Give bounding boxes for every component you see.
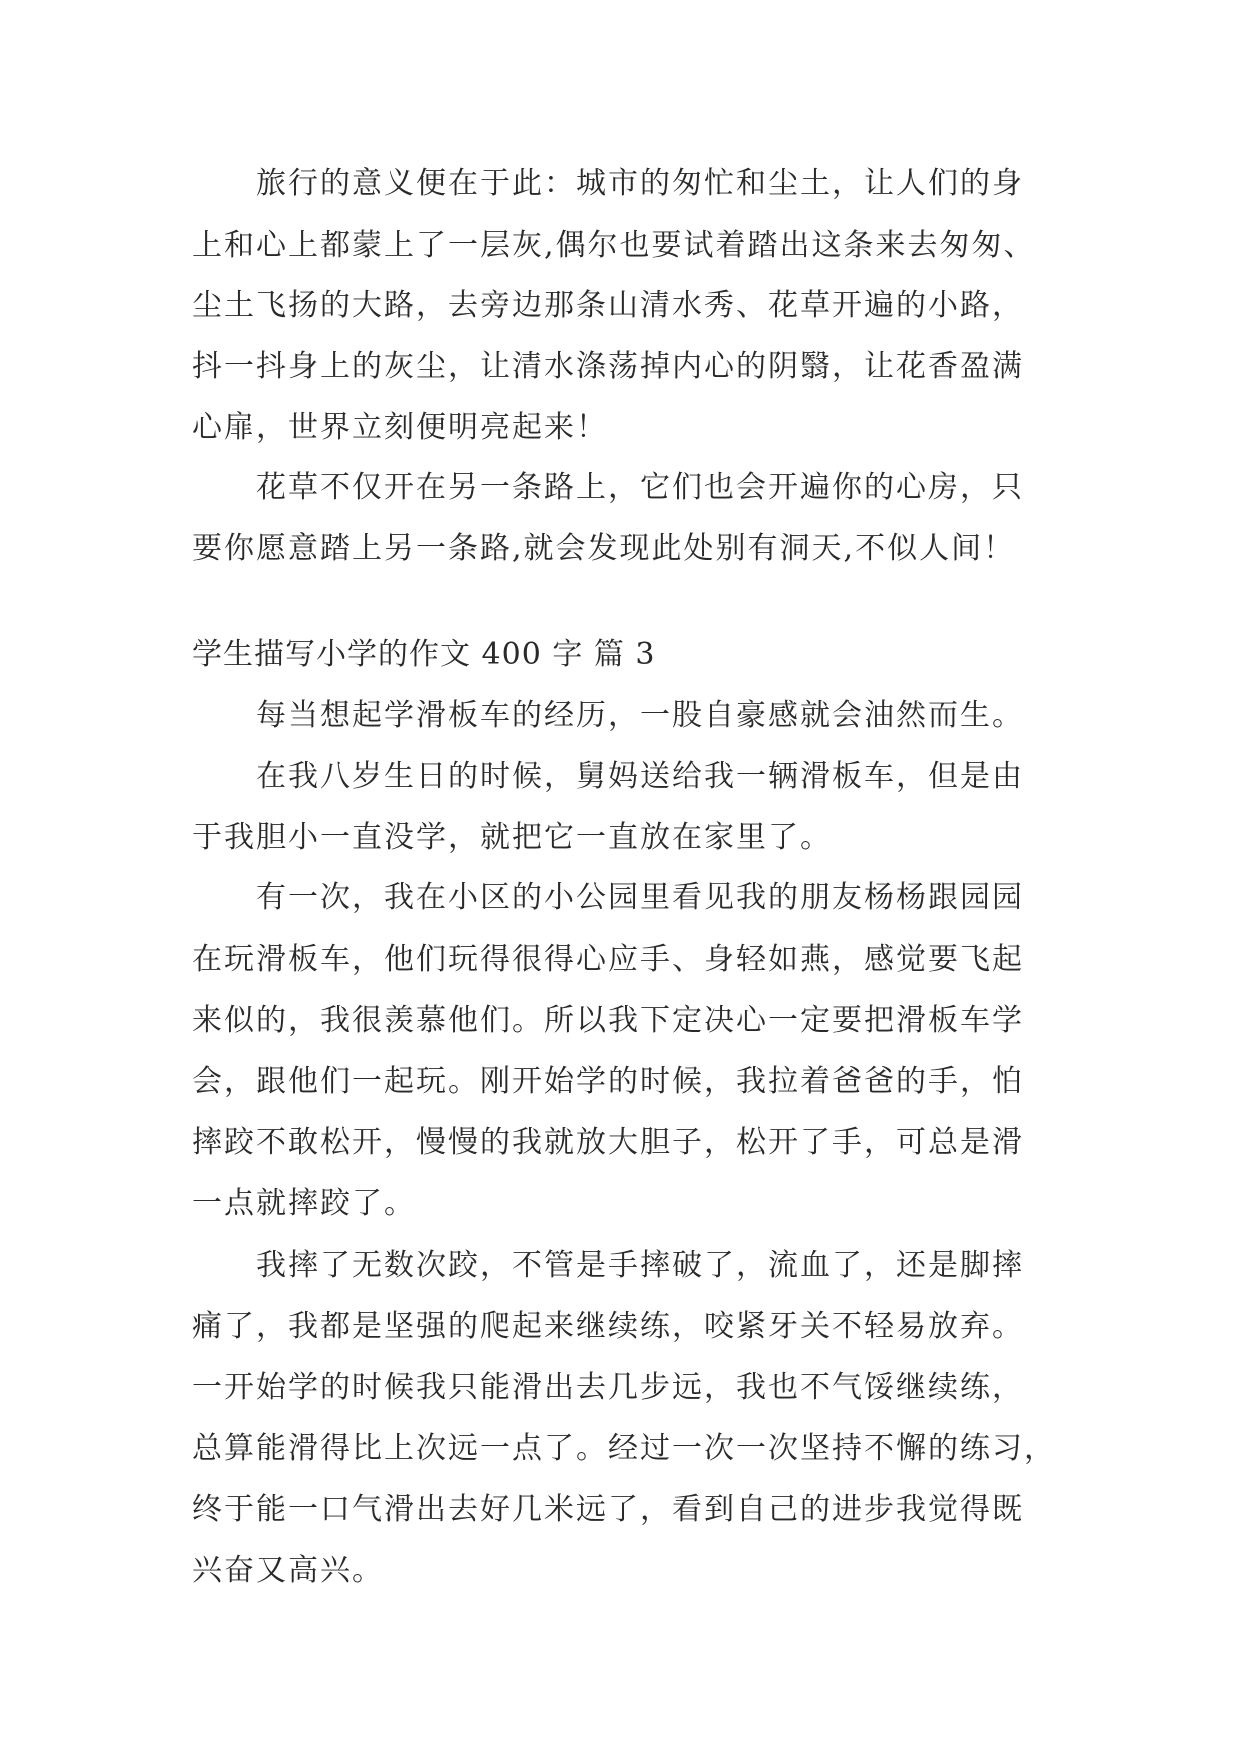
paragraph-3-line-1: 每当想起学滑板车的经历，一股自豪感就会油然而生。 [256, 698, 1024, 733]
paragraph-5-line-1: 有一次，我在小区的小公园里看见我的朋友杨杨跟园园 [256, 880, 1024, 915]
paragraph-5-line-2: 在玩滑板车，他们玩得很得心应手、身轻如燕，感觉要飞起 [192, 942, 1024, 977]
paragraph-5-line-3: 来似的，我很羡慕他们。所以我下定决心一定要把滑板车学 [192, 1003, 1024, 1038]
paragraph-6-line-2: 痛了，我都是坚强的爬起来继续练，咬紧牙关不轻易放弃。 [192, 1309, 1024, 1344]
paragraph-5-line-6: 一点就摔跤了。 [192, 1186, 416, 1221]
paragraph-6-line-3: 一开始学的时候我只能滑出去几步远，我也不气馁继续练， [192, 1370, 1024, 1405]
paragraph-2-line-1: 花草不仅开在另一条路上，它们也会开遍你的心房，只 [256, 470, 1024, 505]
paragraph-1-line-5: 心扉，世界立刻便明亮起来！ [192, 410, 608, 445]
paragraph-6-line-5: 终于能一口气滑出去好几米远了，看到自己的进步我觉得既 [192, 1492, 1024, 1527]
paragraph-2-line-2: 要你愿意踏上另一条路,就会发现此处别有洞天,不似人间！ [192, 531, 1016, 566]
paragraph-1-line-2: 上和心上都蒙上了一层灰,偶尔也要试着踏出这条来去匆匆、 [192, 228, 1036, 263]
paragraph-6-line-4: 总算能滑得比上次远一点了。经过一次一次坚持不懈的练习， [192, 1431, 1056, 1466]
paragraph-5-line-4: 会，跟他们一起玩。刚开始学的时候，我拉着爸爸的手，怕 [192, 1064, 1024, 1099]
paragraph-5-line-5: 摔跤不敢松开，慢慢的我就放大胆子，松开了手，可总是滑 [192, 1125, 1024, 1160]
section-heading: 学生描写小学的作文 400 字 篇 3 [192, 637, 656, 672]
paragraph-4-line-1: 在我八岁生日的时候，舅妈送给我一辆滑板车，但是由 [256, 759, 1024, 794]
paragraph-4-line-2: 于我胆小一直没学，就把它一直放在家里了。 [192, 820, 832, 855]
paragraph-1-line-3: 尘土飞扬的大路，去旁边那条山清水秀、花草开遍的小路， [192, 288, 1024, 323]
paragraph-1-line-1: 旅行的意义便在于此：城市的匆忙和尘土，让人们的身 [256, 166, 1024, 201]
paragraph-6-line-1: 我摔了无数次跤，不管是手摔破了，流血了，还是脚摔 [256, 1248, 1024, 1283]
paragraph-6-line-6: 兴奋又高兴。 [192, 1553, 384, 1588]
paragraph-1-line-4: 抖一抖身上的灰尘，让清水涤荡掉内心的阴翳，让花香盈满 [192, 349, 1024, 384]
